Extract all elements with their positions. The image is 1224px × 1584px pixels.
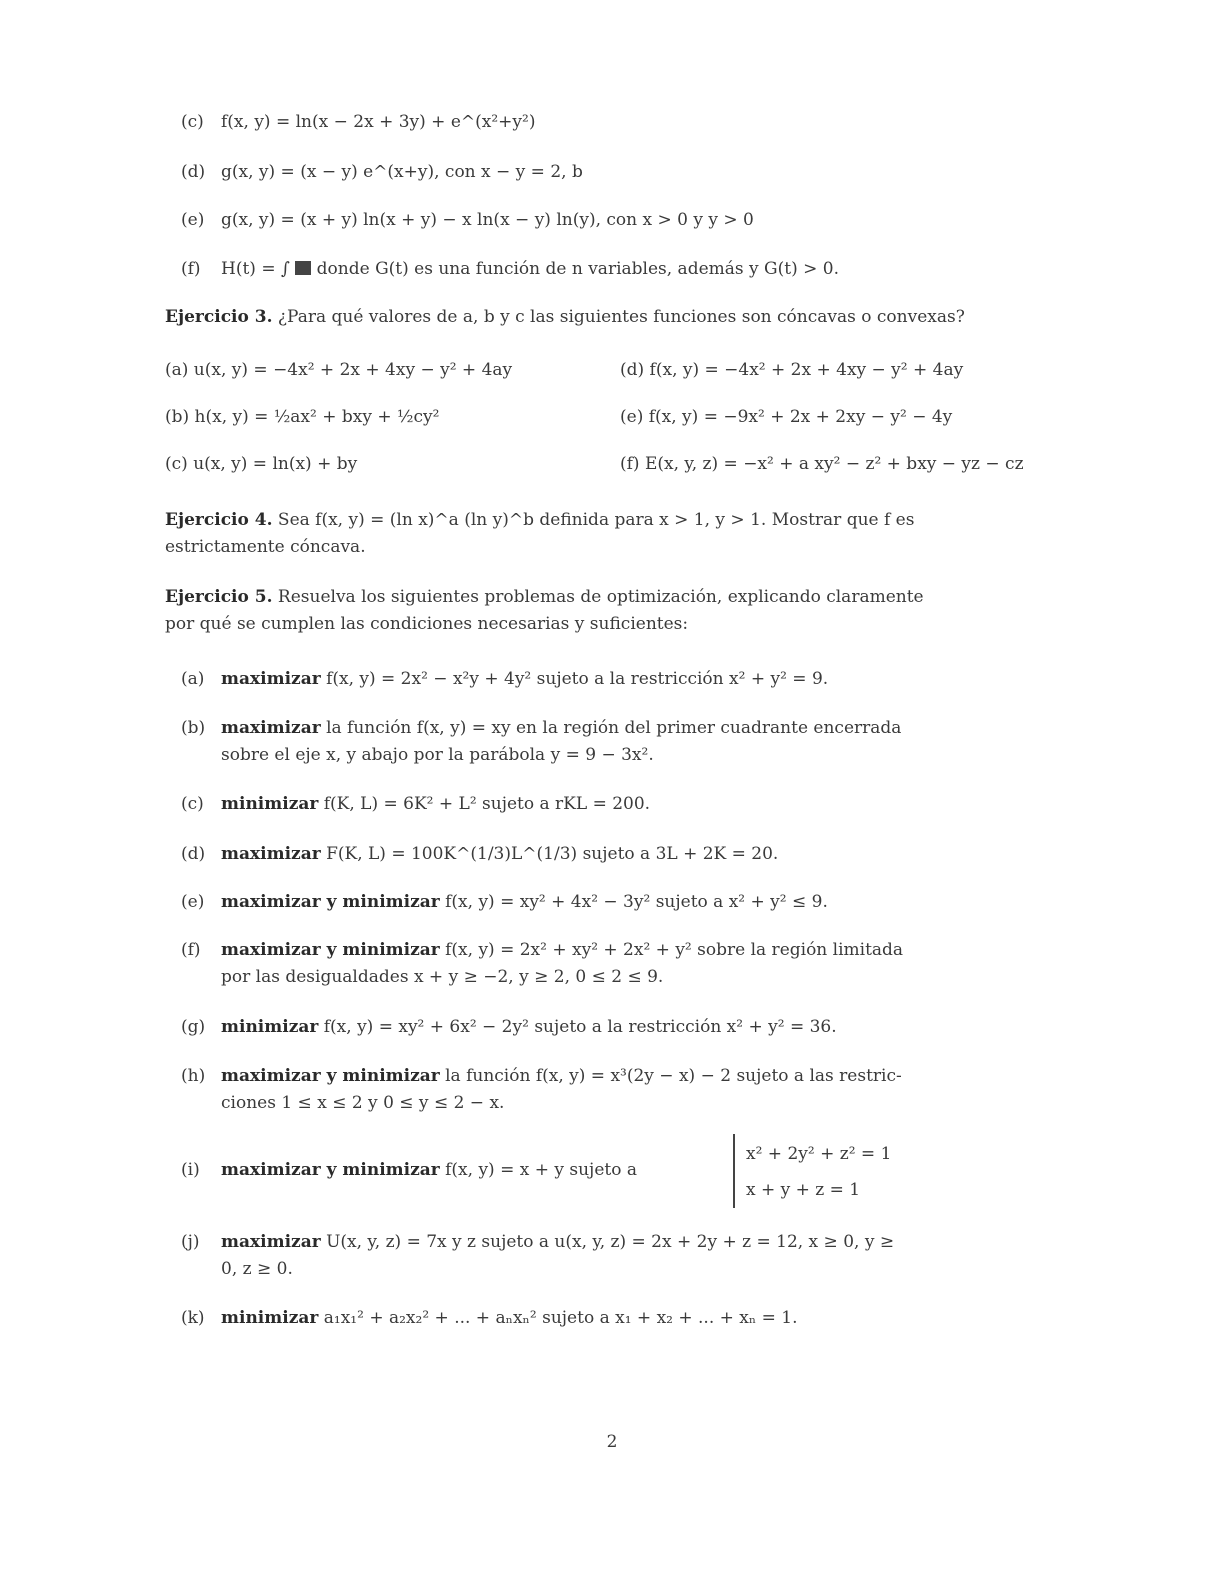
ej5-item-g: (g) minimizar f(x, y) = xy² + 6x² − 2y² sujeto a la restricción x² + y² = 36. bbox=[181, 1017, 837, 1037]
constraint-1: x² + 2y² + z² = 1 bbox=[746, 1144, 892, 1164]
page-number: 2 bbox=[606, 1432, 618, 1452]
ej5-item-b: (b) maximizar la función f(x, y) = xy en la región del primer cuadrante encerrada bbox=[181, 718, 902, 738]
constraint-2: x + y + z = 1 bbox=[746, 1180, 861, 1200]
item-e: (e) g(x, y) = (x + y) ln(x + y) − x ln(x − y) ln(y), con x > 0 y y > 0 bbox=[181, 210, 754, 230]
ej5-item-j-cont: 0, z ≥ 0. bbox=[221, 1259, 293, 1279]
ej5-item-h-cont: ciones 1 ≤ x ≤ 2 y 0 ≤ y ≤ 2 − x. bbox=[221, 1093, 505, 1113]
exercise-5-heading: Ejercicio 5. Resuelva los siguientes problemas de optimización, explicando claramente bbox=[165, 587, 924, 607]
redacted-blot bbox=[295, 261, 311, 275]
ej5-item-d: (d) maximizar F(K, L) = 100K^(1/3)L^(1/3) sujeto a 3L + 2K = 20. bbox=[181, 844, 779, 864]
exercise-4-heading: Ejercicio 4. Sea f(x, y) = (ln x)^a (ln y)^b definida para x > 1, y > 1. Mostrar que f es bbox=[165, 510, 915, 530]
ej5-item-e: (e) maximizar y minimizar f(x, y) = xy² + 4x² − 3y² sujeto a x² + y² ≤ 9. bbox=[181, 892, 828, 912]
ej3-item-e: (e) f(x, y) = −9x² + 2x + 2xy − y² − 4y bbox=[620, 407, 953, 427]
ej5-item-a: (a) maximizar f(x, y) = 2x² − x²y + 4y² sujeto a la restricción x² + y² = 9. bbox=[181, 669, 829, 689]
exercise-4-line2: estrictamente cóncava. bbox=[165, 537, 366, 557]
constraint-brace bbox=[733, 1134, 741, 1208]
ej5-item-c: (c) minimizar f(K, L) = 6K² + L² sujeto a rKL = 200. bbox=[181, 794, 651, 814]
ej3-item-f: (f) E(x, y, z) = −x² + a xy² − z² + bxy − yz − cz bbox=[620, 454, 1024, 474]
item-c: (c) f(x, y) = ln(x − 2x + 3y) + e^(x²+y²) bbox=[181, 112, 536, 132]
exercise-3-heading: Ejercicio 3. ¿Para qué valores de a, b y c las siguientes funciones son cóncavas o convexas? bbox=[165, 307, 965, 327]
ej5-item-i: (i) maximizar y minimizar f(x, y) = x + y sujeto a bbox=[181, 1160, 637, 1180]
ej5-item-h: (h) maximizar y minimizar la función f(x, y) = x³(2y − x) − 2 sujeto a las restric- bbox=[181, 1066, 902, 1086]
ej5-item-b-cont: sobre el eje x, y abajo por la parábola y = 9 − 3x². bbox=[221, 745, 654, 765]
ej3-item-c: (c) u(x, y) = ln(x) + by bbox=[165, 454, 358, 474]
ej3-item-b: (b) h(x, y) = ½ax² + bxy + ½cy² bbox=[165, 407, 440, 427]
ej5-item-j: (j) maximizar U(x, y, z) = 7x y z sujeto a u(x, y, z) = 2x + 2y + z = 12, x ≥ 0, y ≥ bbox=[181, 1232, 895, 1252]
exercise-5-line2: por qué se cumplen las condiciones necesarias y suficientes: bbox=[165, 614, 689, 634]
item-d: (d) g(x, y) = (x − y) e^(x+y), con x − y = 2, b bbox=[181, 162, 583, 182]
ej5-item-k: (k) minimizar a₁x₁² + a₂x₂² + ... + aₙxₙ² sujeto a x₁ + x₂ + ... + xₙ = 1. bbox=[181, 1308, 798, 1328]
ej5-item-f: (f) maximizar y minimizar f(x, y) = 2x² + xy² + 2x² + y² sobre la región limitada bbox=[181, 940, 904, 960]
item-f: (f) H(t) = ∫ donde G(t) es una función de n variables, además y G(t) > 0. bbox=[181, 259, 839, 279]
ej3-item-a: (a) u(x, y) = −4x² + 2x + 4xy − y² + 4ay bbox=[165, 360, 513, 380]
ej5-item-f-cont: por las desigualdades x + y ≥ −2, y ≥ 2, 0 ≤ 2 ≤ 9. bbox=[221, 967, 664, 987]
ej3-item-d: (d) f(x, y) = −4x² + 2x + 4xy − y² + 4ay bbox=[620, 360, 964, 380]
